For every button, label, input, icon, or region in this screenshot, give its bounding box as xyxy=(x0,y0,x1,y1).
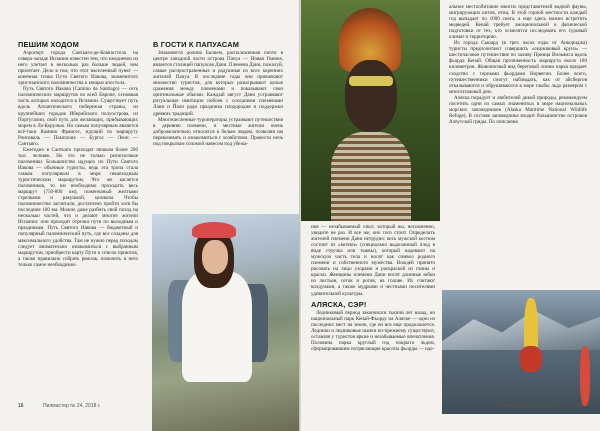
right-column-2 xyxy=(449,4,587,125)
issue-label: Пилмастер № 24, 2018 г. xyxy=(42,403,101,409)
paragraph: Аляска порадует и любителей дикой природы, рекомендуем посетить одни из самых знаменитых в мире национальных морских заповедников (Alaska Maritime National Wildlife Refuge). В составе заповедника входит большинство островов Алеутской гряды. По описанию xyxy=(449,94,587,125)
paragraph: альное местообитание многих представителей водной фауны, мигрирующих китов, птиц. В этой горной местности каждый год выпадает по 1000 снега, а еще здесь можно встретить медведей. Кенай требует эмоциональной и физической подготовки от тех, кто осмелится исследовать его суровый климат и территорию. xyxy=(449,4,587,41)
right-folio xyxy=(500,403,582,409)
page-number: 16 xyxy=(18,403,24,409)
paragraph: ние — незабываемый опыт, который вы, несомненно, увидите не раз. И все же, оно того стоит. Определить жителей племени Дани нетрудно: весь мужской костюм состоит из «котеки» (специально выделанный плод в виде стручка или тыквы), который надевают на мужскую часть тела и носят как символ родного племени и собственного мужества. Вождей принято рисовать на лицо узорами и раскраской из глины и краски. Женщины племени Дани носят длинные юбки из листьев, сеток и рогов, на голове. Их считают колдунами, а также мудрыми и честными носителями удивительной культуры. xyxy=(311,224,435,297)
section-heading: ПЕШИМ ХОДОМ xyxy=(18,40,79,49)
section-heading: АЛЯСКА, СЭР! xyxy=(311,299,367,309)
left-column-2 xyxy=(153,42,283,147)
left-column-1 xyxy=(18,42,138,268)
page-number: 17 xyxy=(576,403,582,409)
paragraph: Аэропорт города Сантьяго-де-Компостела на северо-западе Испании известен тем, что ежедневно из него улетает в несколько раз больше людей, чем прилетает. Дело в том, что этот населенный пункт — конечная точка Пути Святого Иакова, знаменитого христианского паломничества к мощам апостола. xyxy=(18,50,138,87)
right-page xyxy=(301,0,600,431)
left-folio xyxy=(18,403,100,409)
section-heading: В ГОСТИ К ПАПУАСАМ xyxy=(153,40,240,49)
woman-hiker-photo xyxy=(152,214,299,431)
paragraph: Путь Святого Иакова (Camino de Santiago) — сеть паломнических маршрутов по всей Европе, основная часть которых находится в Испании. Существует путь вдоль Атлантического побережья страны, из крупнейших городов Иберийского полуострова, из Португалии, свой путь для желающих, прибывающих морем в Ла-Корунью. Но самым популярным является всё-таки Камино Франсес, идущий по маршруту Ронсеваль — Памплона — Бургос — Леон — Сантьяго. xyxy=(18,86,138,147)
paragraph: Из города Сьюард (в трех часах езды от Анкориджа) туристы предпочитают совершить «ледниковый круиз» — шестичасовое путешествие по заливу Принца Вильямса вдоль фьорда Кенай. Общая протяженность маршрута около 180 километров. Живописный вид береговой линии парка придает сходство с горными фьордами Норвегии. Более всего, путешественники смогут наблюдать, как от айсбергов откалываются и обрушиваются в море глыбы льда размером с многоэтажный дом. xyxy=(449,40,587,95)
papuan-man-photo xyxy=(301,0,440,221)
kayaks-glacier-photo xyxy=(442,290,600,414)
issue-label: Пилмастер № 24, 2018 г. xyxy=(499,403,558,409)
left-page xyxy=(0,0,299,431)
paragraph: Ежегодно в Сантьяго приходят пешком более 200 тыс. человек. Но это не только религиозные паломники. Большинство идущих по Пути Святого Иакова — обычные туристы, ведь эта тропа стала самым популярным в мире пешеходным туристическим маршрутом. Что же касается паломников, то им необходимо проходить весь маршрут (750-800 км), поженчаный желтыми стрелками и ракушкой, целиком. Чтобы паломничество засчитали, достаточно пройти хотя бы последние 100 км. Можно даже разбить свой поход на несколько частей, что и делают многие жители Испании: они проходят отрезки пути по выходным и праздникам. Путь Святого Иакова — бюджетный и популярный паломнический путь, где все созданы для максимального удобства. Там не нужно перед походом следует внимательно ознакомиться с выбранным маршрутом, приобрести карту Пути и список приютов, а также правильно собрать рюкзак, помочить в него только самое необходимое. xyxy=(18,146,138,268)
paragraph: Знакомятся долина Балием, расположенная почти в центре западной части острова Папуа — Новая Гвинея, является столицей папуасов Дани. Племена Дани, пожалуй, самые распространенные и радушные из всех коренних жителей Папуа. В последние годы они привлекают множество туристов, для которых разыгрывают целые сражения между племенами и показывают свои оригинальные обычаи. Каждый август Дани устраивают ритуальные имитации побоев с соседними племенами Лани и Йали ради праздника плодородия и поддержки древних традиций. xyxy=(153,50,283,117)
right-column-1 xyxy=(311,224,435,352)
paragraph: Многочисленные туроператоры устраивают путешествия в деревню племени, и местные жители очень доброжелательно относятся к белым людям, позволяя им перекочевать и ознакомиться с хозяйством. Провести ночь под покрытым соломой навесом под убежа- xyxy=(153,116,283,147)
paragraph: Ледниковый период закончился тысячи лет назад, но национальный парк Кенай-Фьордс на Аляске — одно из последних мест на земле, где он все еще продолжается. Ледники и ледниковые шапки по-прежнему существуют, оставляя у туристов яркие и незабываемые впечатления. Половина парка круглый год покрыта льдом, сформировавшим потрясающие красоты фьорды — иде- xyxy=(311,309,435,352)
